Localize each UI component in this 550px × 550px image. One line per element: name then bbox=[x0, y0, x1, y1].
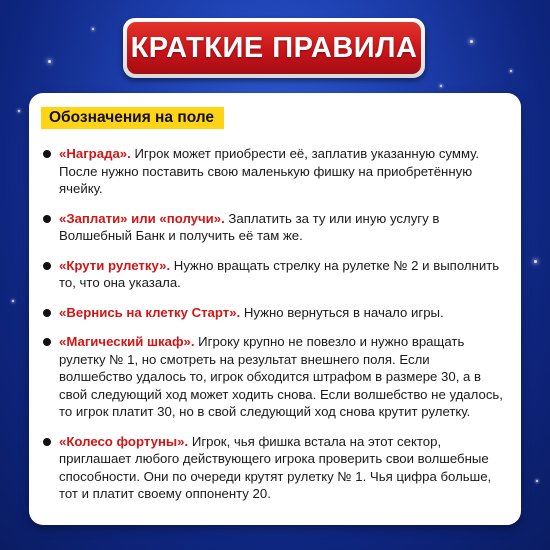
rule-item-pay-or-receive bbox=[43, 210, 505, 245]
background-star bbox=[470, 40, 473, 43]
rule-term: «Магический шкаф». bbox=[59, 334, 195, 349]
background-star bbox=[536, 480, 538, 482]
rules-card bbox=[29, 93, 521, 525]
background-star bbox=[92, 28, 94, 30]
rule-text: Игрок, чья фишка встала на этот сектор, приглашает любого действующего игрока проверить свои волшебные способности. Они по очереди крутят рулетку № 1. Чья цифра больше, тот и платит своему оппоненту 20. bbox=[59, 433, 492, 501]
rule-text: Игрок может приобрести её, заплатив указанную сумму. После нужно поставить свою маленькую фишку на приобретённую ячейку. bbox=[59, 146, 480, 196]
bullet-icon bbox=[43, 338, 51, 346]
rule-text: Игроку крупно не повезло и нужно вращать рулетку № 1, но смотреть на результат внешнего поля. Если волшебство удалось то, игрок обходится штрафом в размере 30, а в свой следующий ход может ходить снова. Если волшебство не удалось, то игрок платит 30, но в свой следующий ход снова крутит рулетку. bbox=[59, 334, 503, 419]
rule-item-reward bbox=[43, 145, 505, 198]
rule-term: «Колесо фортуны». bbox=[59, 433, 189, 449]
rule-text: Заплатить за ту или иную услугу в Волшебный Банк и получить её там же. bbox=[59, 210, 440, 243]
background-star bbox=[440, 85, 442, 87]
rule-item-spin-roulette bbox=[43, 257, 505, 292]
bullet-icon bbox=[43, 150, 51, 158]
rule-item-magic-cabinet bbox=[43, 333, 505, 421]
rule-text: Нужно вернуться в начало игры. bbox=[240, 304, 444, 320]
rule-text: Нужно вращать стрелку на рулетке № 2 и выполнить то, что она указала. bbox=[59, 257, 500, 290]
title-banner bbox=[123, 18, 425, 78]
bullet-icon bbox=[43, 438, 51, 446]
bullet-icon bbox=[43, 215, 51, 223]
bullet-icon bbox=[43, 309, 51, 317]
section-heading bbox=[41, 107, 224, 129]
background-star bbox=[510, 70, 512, 72]
rule-term: «Вернись на клетку Старт». bbox=[59, 304, 241, 320]
rule-term: «Награда». bbox=[59, 146, 131, 161]
background-star bbox=[48, 60, 51, 63]
background-star bbox=[18, 110, 20, 112]
rules-list bbox=[43, 145, 505, 515]
title-banner-inner bbox=[127, 22, 421, 74]
page-title: КРАТКИЕ ПРАВИЛА bbox=[130, 31, 418, 64]
background-star bbox=[12, 300, 14, 302]
section-heading-label: Обозначения на поле bbox=[49, 109, 215, 126]
background-star bbox=[534, 260, 537, 263]
rule-item-return-to-start bbox=[43, 304, 505, 322]
rule-term: «Крути рулетку». bbox=[59, 257, 171, 273]
rule-item-wheel-of-fortune bbox=[43, 433, 505, 503]
bullet-icon bbox=[43, 262, 51, 270]
rule-term: «Заплати» или «получи». bbox=[59, 210, 225, 226]
